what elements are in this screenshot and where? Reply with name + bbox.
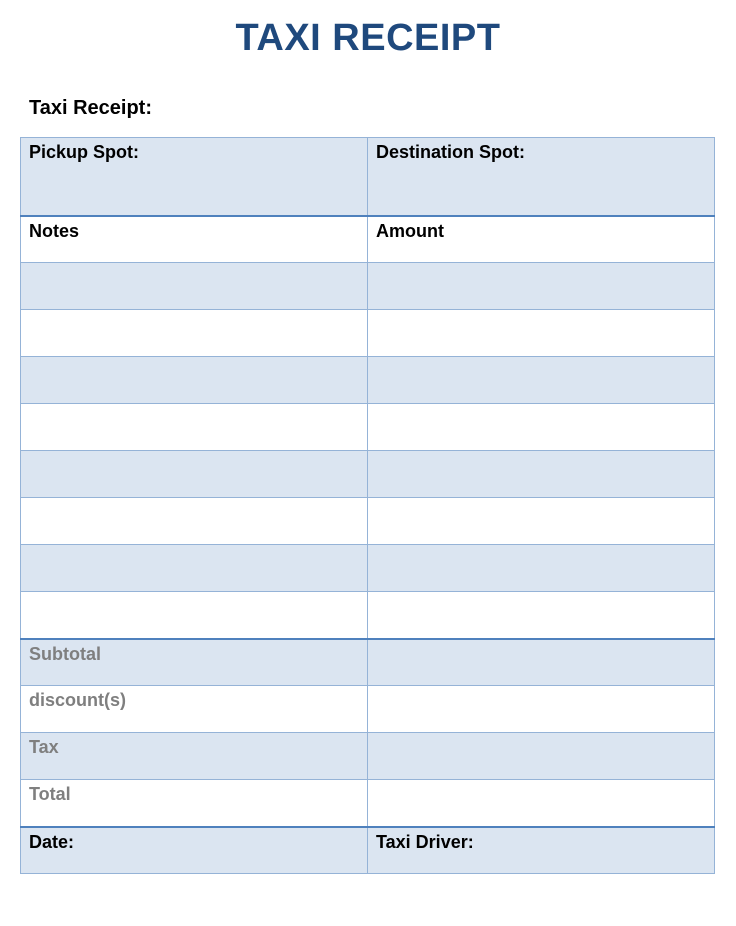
footer-row bbox=[21, 827, 715, 874]
discount-label: discount(s) bbox=[21, 686, 368, 733]
tax-label: Tax bbox=[21, 733, 368, 780]
table-row bbox=[21, 545, 715, 592]
amount-cell[interactable] bbox=[368, 451, 715, 498]
table-row bbox=[21, 263, 715, 310]
table-row bbox=[21, 404, 715, 451]
notes-cell[interactable] bbox=[21, 592, 368, 639]
taxi-driver-cell[interactable] bbox=[368, 827, 715, 874]
destination-spot-label: Destination Spot: bbox=[376, 142, 525, 162]
column-header-row bbox=[21, 216, 715, 263]
notes-cell[interactable] bbox=[21, 404, 368, 451]
subtotal-row bbox=[21, 639, 715, 686]
table-row bbox=[21, 498, 715, 545]
notes-header: Notes bbox=[21, 216, 368, 263]
table-row bbox=[21, 357, 715, 404]
notes-cell[interactable] bbox=[21, 545, 368, 592]
amount-cell[interactable] bbox=[368, 545, 715, 592]
destination-spot-cell[interactable] bbox=[368, 138, 715, 216]
discount-row bbox=[21, 686, 715, 733]
subtotal-amount-cell[interactable] bbox=[368, 639, 715, 686]
total-row bbox=[21, 780, 715, 827]
tax-amount-cell[interactable] bbox=[368, 733, 715, 780]
table-row bbox=[21, 310, 715, 357]
location-row bbox=[21, 138, 715, 216]
notes-cell[interactable] bbox=[21, 310, 368, 357]
page-title: TAXI RECEIPT bbox=[235, 17, 501, 59]
table-row bbox=[21, 451, 715, 498]
amount-cell[interactable] bbox=[368, 357, 715, 404]
pickup-spot-label: Pickup Spot: bbox=[29, 142, 140, 162]
amount-cell[interactable] bbox=[368, 498, 715, 545]
discount-amount-cell[interactable] bbox=[368, 686, 715, 733]
receipt-table bbox=[20, 137, 715, 874]
receipt-heading: Taxi Receipt: bbox=[29, 97, 152, 119]
amount-header: Amount bbox=[368, 216, 715, 263]
table-row bbox=[21, 592, 715, 639]
date-cell[interactable] bbox=[21, 827, 368, 874]
notes-cell[interactable] bbox=[21, 498, 368, 545]
pickup-spot-cell[interactable] bbox=[21, 138, 368, 216]
total-amount-cell[interactable] bbox=[368, 780, 715, 827]
subtotal-label: Subtotal bbox=[21, 639, 368, 686]
total-label: Total bbox=[21, 780, 368, 827]
amount-cell[interactable] bbox=[368, 592, 715, 639]
date-label: Date: bbox=[29, 831, 75, 852]
notes-cell[interactable] bbox=[21, 263, 368, 310]
amount-cell[interactable] bbox=[368, 310, 715, 357]
notes-cell[interactable] bbox=[21, 451, 368, 498]
amount-cell[interactable] bbox=[368, 404, 715, 451]
taxi-driver-label: Taxi Driver: bbox=[376, 831, 474, 852]
amount-cell[interactable] bbox=[368, 263, 715, 310]
tax-row bbox=[21, 733, 715, 780]
notes-cell[interactable] bbox=[21, 357, 368, 404]
